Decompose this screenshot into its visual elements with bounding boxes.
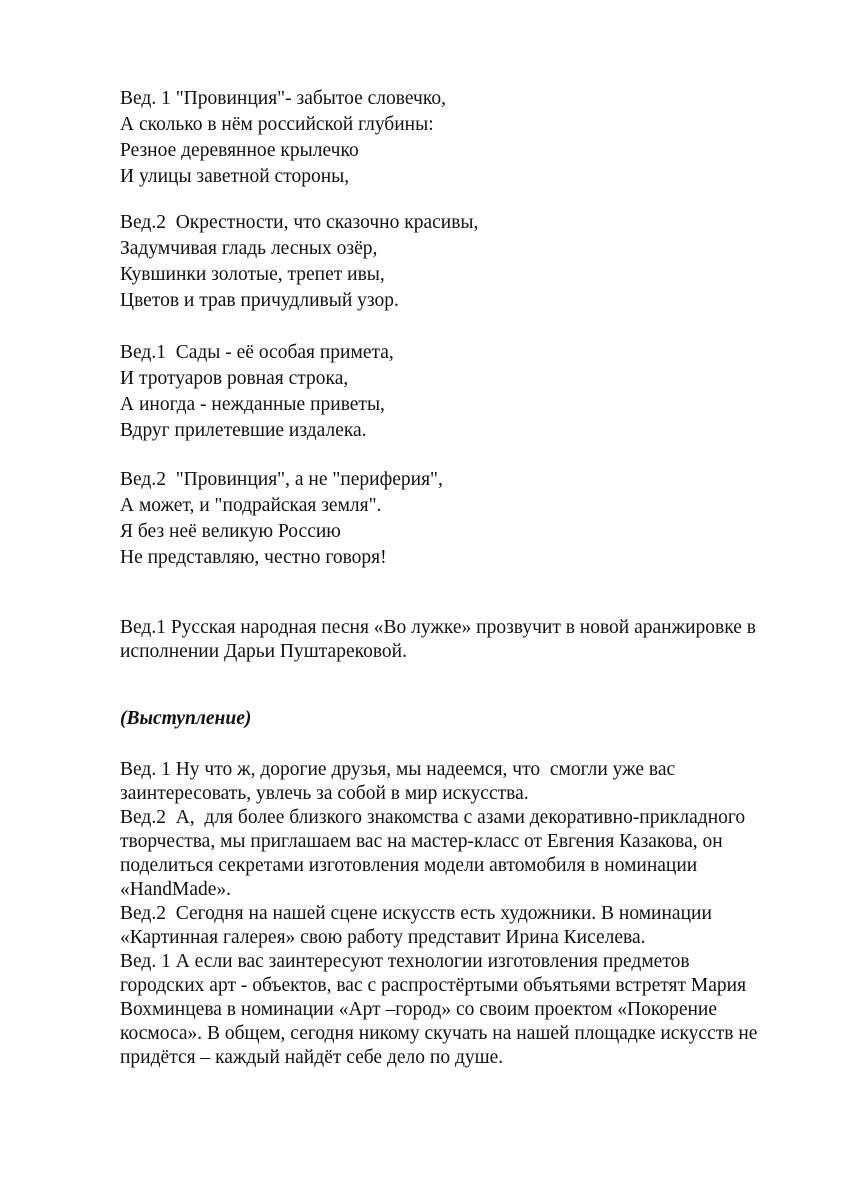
closing-line: придётся – каждый найдёт себе дело по душе. — [120, 1047, 504, 1068]
performance-stage-direction: (Выступление) — [120, 708, 252, 729]
closing-line: «HandMade». — [120, 879, 232, 900]
stanza-line: Вед.2 Окрестности, что сказочно красивы, — [120, 212, 479, 233]
song-announcement: Вед.1 Русская народная песня «Во лужке» прозвучит в новой аранжировке в исполнении Дарьи Пуштарековой. — [120, 617, 756, 662]
stanza-line: Я без неё великую Россию — [120, 521, 341, 542]
stanza-line: Вед.2 "Провинция", а не "периферия", — [120, 469, 443, 490]
closing-line: «Картинная галерея» свою работу представит Ирина Киселева. — [120, 927, 646, 948]
stanza-line: Не представляю, честно говоря! — [120, 547, 387, 568]
stanza-line: Вдруг прилетевшие издалека. — [120, 420, 367, 441]
stanza-line: И тротуаров ровная строка, — [120, 368, 349, 389]
stanza-line: Вед.1 Сады - её особая примета, — [120, 342, 394, 363]
stanza-line: Цветов и трав причудливый узор. — [120, 290, 399, 311]
stanza-line: Задумчивая гладь лесных озёр, — [120, 238, 378, 259]
stanza-line: Вед. 1 "Провинция"- забытое словечко, — [120, 88, 446, 109]
poem-stanza-1 — [120, 86, 446, 190]
closing-line: Вохминцева в номинации «Арт –город» со своим проектом «Покорение — [120, 999, 718, 1020]
stanza-line: Кувшинки золотые, трепет ивы, — [120, 264, 385, 285]
stanza-line: Резное деревянное крылечко — [120, 140, 359, 161]
closing-line: космоса». В общем, сегодня никому скучать на нашей площадке искусств не — [120, 1023, 758, 1044]
stanza-line: А иногда - нежданные приветы, — [120, 394, 385, 415]
stanza-line: А сколько в нём российской глубины: — [120, 114, 434, 135]
closing-line: Вед. 1 А если вас заинтересуют технологии изготовления предметов — [120, 951, 690, 972]
poem-stanza-4 — [120, 467, 443, 571]
closing-line: творчества, мы приглашаем вас на мастер-класс от Евгения Казакова, он — [120, 831, 723, 852]
stanza-line: И улицы заветной стороны, — [120, 166, 350, 187]
poem-stanza-2 — [120, 210, 478, 314]
closing-line: заинтересовать, увлечь за собой в мир искусства. — [120, 783, 529, 804]
closing-dialogue — [120, 758, 770, 1070]
closing-line: Вед.2 А, для более близкого знакомства с азами декоративно-прикладного — [120, 807, 746, 828]
stanza-line: А может, и "подрайская земля". — [120, 495, 382, 516]
poem-stanza-3 — [120, 340, 394, 444]
closing-line: городских арт - объектов, вас с распростёртыми объятьями встретят Мария — [120, 975, 747, 996]
closing-line: Вед. 1 Ну что ж, дорогие друзья, мы надеемся, что смогли уже вас — [120, 759, 676, 780]
closing-line: поделиться секретами изготовления модели автомобиля в номинации — [120, 855, 698, 876]
closing-line: Вед.2 Сегодня на нашей сцене искусств есть художники. В номинации — [120, 903, 712, 924]
